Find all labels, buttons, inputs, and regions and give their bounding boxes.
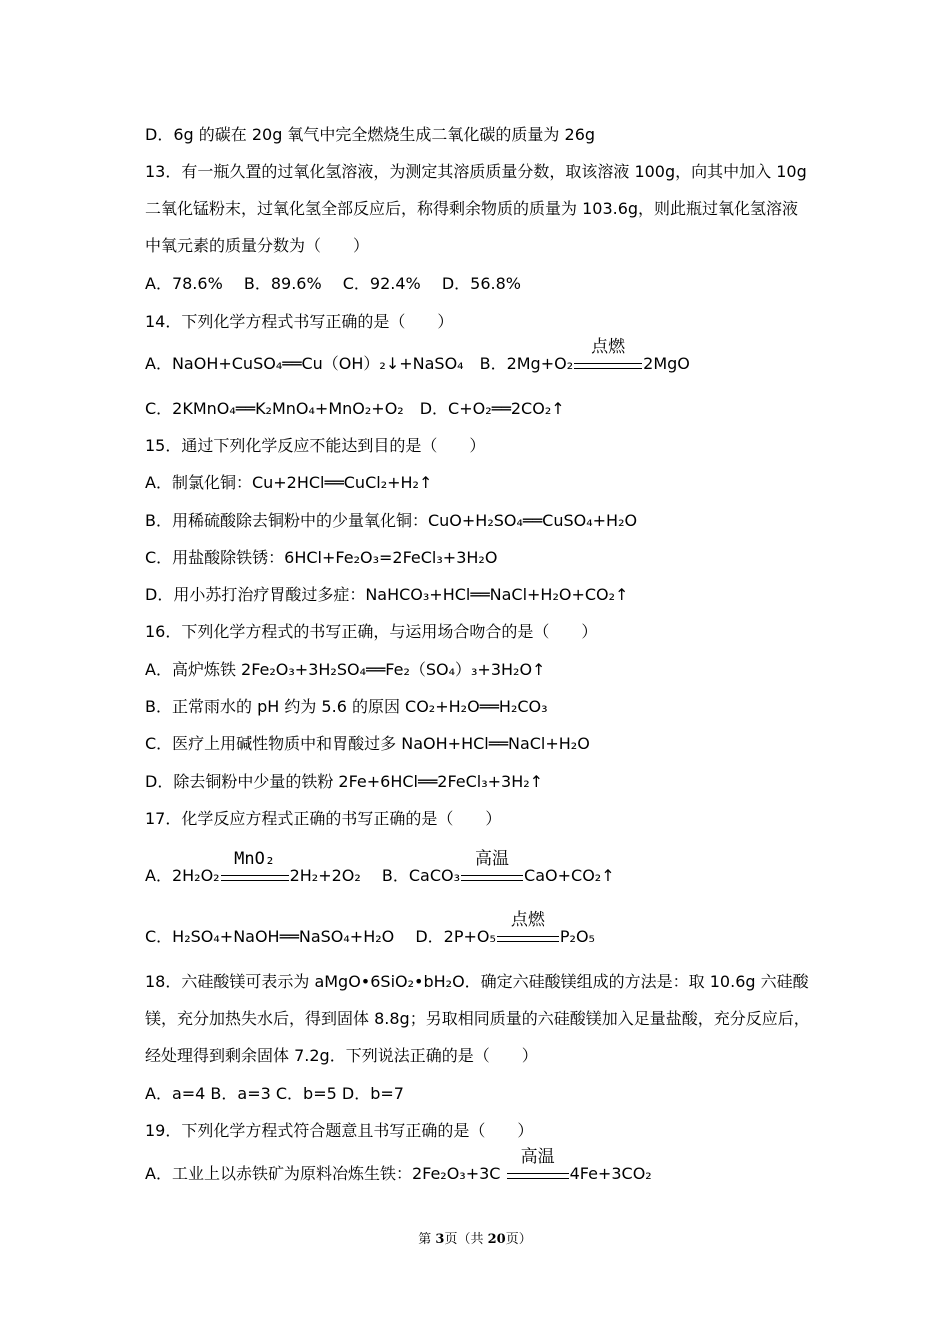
q16-option-c: C．医疗上用碱性物质中和胃酸过多 NaOH+HCl══NaCl+H₂O <box>145 734 590 753</box>
q19-a-prefix: A．工业上以赤铁矿为原料冶炼生铁：2Fe₂O₃+3C <box>145 1164 506 1183</box>
q17-options-cd <box>145 910 595 948</box>
q13-stem: 13．有一瓶久置的过氧化氢溶液，为测定其溶质质量分数，取该溶液 100g，向其中加入 10g 二氧化锰粉末，过氧化氢全部反应后，称得剩余物质的质量为 103.6g，则此瓶过氧化氢溶液中氧元素的质量分数为（ ） <box>145 162 807 255</box>
q15-stem: 15．通过下列化学反应不能达到目的是（ ） <box>145 436 486 455</box>
q17-a-reactant: A．2H₂O₂ <box>145 866 220 885</box>
equal-bars <box>574 363 642 369</box>
q17-c-prefix: C．H₂SO₄+NaOH══NaSO₄+H₂O D．2P+O₅ <box>145 927 496 946</box>
q15-option-b: B．用稀硫酸除去铜粉中的少量氧化铜：CuO+H₂SO₄══CuSO₄+H₂O <box>145 511 638 530</box>
equal-bars <box>497 936 559 942</box>
q16-option-d: D．除去铜粉中少量的铁粉 2Fe+6HCl══2FeCl₃+3H₂↑ <box>145 772 544 791</box>
footer-middle: 页（共 <box>444 1232 488 1247</box>
q13-options: A．78.6% B．89.6% C．92.4% D．56.8% <box>145 274 521 293</box>
reaction-arrow <box>221 849 289 881</box>
page-number: 3 <box>435 1232 445 1247</box>
q16-stem: 16．下列化学方程式的书写正确，与运用场合吻合的是（ ） <box>145 622 598 641</box>
equal-bars <box>461 875 523 881</box>
q17-stem: 17．化学反应方程式正确的书写正确的是（ ） <box>145 809 502 828</box>
reaction-condition: 点燃 <box>591 337 626 357</box>
q17-d-product: P₂O₅ <box>559 927 595 946</box>
q17-options-ab <box>145 849 615 887</box>
q16-option-b: B．正常雨水的 pH 约为 5.6 的原因 CO₂+H₂O══H₂CO₃ <box>145 697 548 716</box>
q19-option-a <box>145 1147 652 1185</box>
q14-stem: 14．下列化学方程式书写正确的是（ ） <box>145 312 454 331</box>
equal-bars <box>221 875 289 881</box>
reaction-arrow <box>461 849 523 881</box>
q12-option-d: D．6g 的碳在 20g 氧气中完全燃烧生成二氧化碳的质量为 26g <box>145 125 596 144</box>
q14-b-product: 2MgO <box>643 354 690 373</box>
reaction-arrow <box>497 910 559 942</box>
footer-suffix: 页） <box>505 1232 532 1247</box>
q16-option-a: A．高炉炼铁 2Fe₂O₃+3H₂SO₄══Fe₂（SO₄）₃+3H₂O↑ <box>145 660 546 679</box>
reaction-condition: 高温 <box>520 1147 555 1167</box>
q14-options-cd: C．2KMnO₄══K₂MnO₄+MnO₂+O₂ D．C+O₂══2CO₂↑ <box>145 399 565 418</box>
q19-a-product: 4Fe+3CO₂ <box>569 1164 652 1183</box>
reaction-arrow <box>574 337 642 369</box>
reaction-condition: MnO₂ <box>234 849 276 869</box>
q17-a-product: 2H₂+2O₂ B．CaCO₃ <box>289 866 461 885</box>
reaction-arrow <box>507 1147 569 1179</box>
q15-option-a: A．制氯化铜：Cu+2HCl══CuCl₂+H₂↑ <box>145 473 433 492</box>
footer-prefix: 第 <box>418 1232 436 1247</box>
q14-options-ab <box>145 337 690 375</box>
q15-option-c: C．用盐酸除铁锈：6HCl+Fe₂O₃=2FeCl₃+3H₂O <box>145 548 498 567</box>
q18-options: A．a=4 B．a=3 C．b=5 D．b=7 <box>145 1084 404 1103</box>
q14-a-prefix: A．NaOH+CuSO₄══Cu（OH）₂↓+NaSO₄ B．2Mg+O₂ <box>145 354 574 373</box>
q17-b-product: CaO+CO₂↑ <box>524 866 615 885</box>
page-footer <box>0 1228 950 1247</box>
reaction-condition: 高温 <box>475 849 510 869</box>
q18-stem: 18．六硅酸镁可表示为 aMgO•6SiO₂•bH₂O．确定六硅酸镁组成的方法是：取 10.6g 六硅酸镁，充分加热失水后，得到固体 8.8g；另取相同质量的六硅酸镁加入足量盐酸，充分反应后，经处理得到剩余固体 7.2g．下列说法正确的是（ ） <box>145 972 810 1065</box>
q19-stem: 19．下列化学方程式符合题意且书写正确的是（ ） <box>145 1121 534 1140</box>
q15-option-d: D．用小苏打治疗胃酸过多症：NaHCO₃+HCl══NaCl+H₂O+CO₂↑ <box>145 585 629 604</box>
reaction-condition: 点燃 <box>510 910 545 930</box>
equal-bars <box>507 1173 569 1179</box>
page-total: 20 <box>487 1232 506 1247</box>
